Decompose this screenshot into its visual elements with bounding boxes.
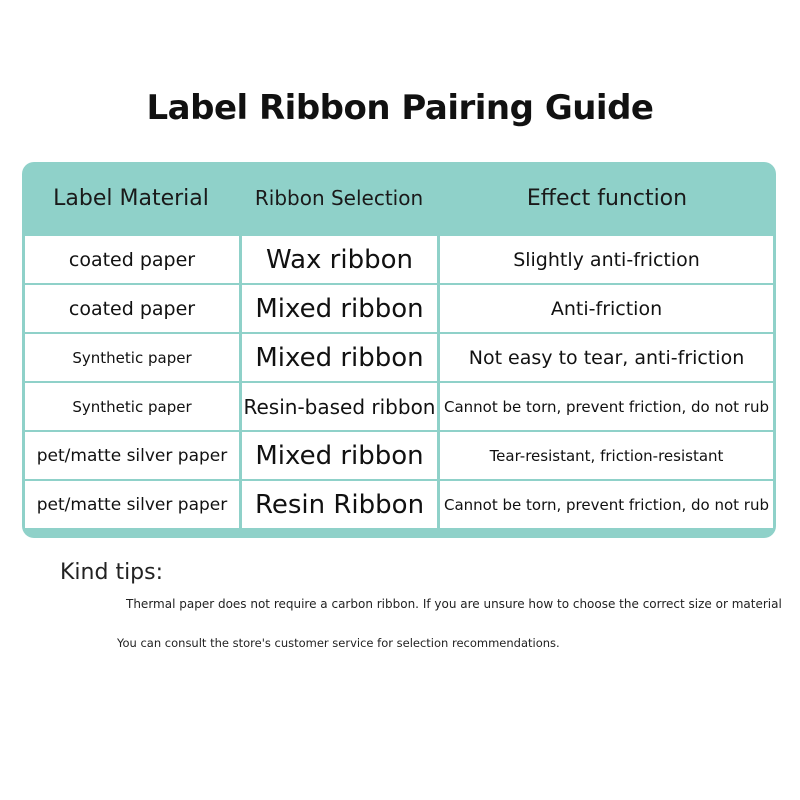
table-row [22, 334, 776, 381]
table-row [22, 285, 776, 332]
effect-cell: Not easy to tear, anti-friction [440, 334, 773, 381]
effect-cell: Slightly anti-friction [440, 236, 773, 283]
header-label-material: Label Material [53, 185, 209, 211]
material-cell: pet/matte silver paper [25, 432, 239, 479]
ribbon-cell: Wax ribbon [242, 236, 437, 283]
ribbon-cell: Resin Ribbon [242, 481, 437, 528]
effect-cell: Tear-resistant, friction-resistant [440, 432, 773, 479]
table-row [22, 481, 776, 528]
material-cell: Synthetic paper [25, 383, 239, 430]
table-row [22, 236, 776, 283]
tip-line-1: Thermal paper does not require a carbon ribbon. If you are unsure how to choose the correct size or material [126, 597, 782, 611]
ribbon-cell: Mixed ribbon [242, 285, 437, 332]
tip-line-2: You can consult the store's customer service for selection recommendations. [117, 636, 560, 650]
ribbon-cell: Mixed ribbon [242, 432, 437, 479]
ribbon-cell: Resin-based ribbon [242, 383, 437, 430]
table-row [22, 383, 776, 430]
material-cell: Synthetic paper [25, 334, 239, 381]
ribbon-cell: Mixed ribbon [242, 334, 437, 381]
kind-tips-heading: Kind tips: [60, 560, 164, 585]
header-ribbon-selection: Ribbon Selection [254, 186, 424, 210]
page-title: Label Ribbon Pairing Guide [146, 88, 654, 128]
header-effect-function: Effect function [526, 185, 688, 211]
material-cell: pet/matte silver paper [25, 481, 239, 528]
effect-cell: Cannot be torn, prevent friction, do not rub [440, 481, 773, 528]
effect-cell: Anti-friction [440, 285, 773, 332]
effect-cell: Cannot be torn, prevent friction, do not rub [440, 383, 773, 430]
ribbon-pairing-table [22, 162, 776, 538]
material-cell: coated paper [25, 285, 239, 332]
material-cell: coated paper [25, 236, 239, 283]
table-row [22, 432, 776, 479]
